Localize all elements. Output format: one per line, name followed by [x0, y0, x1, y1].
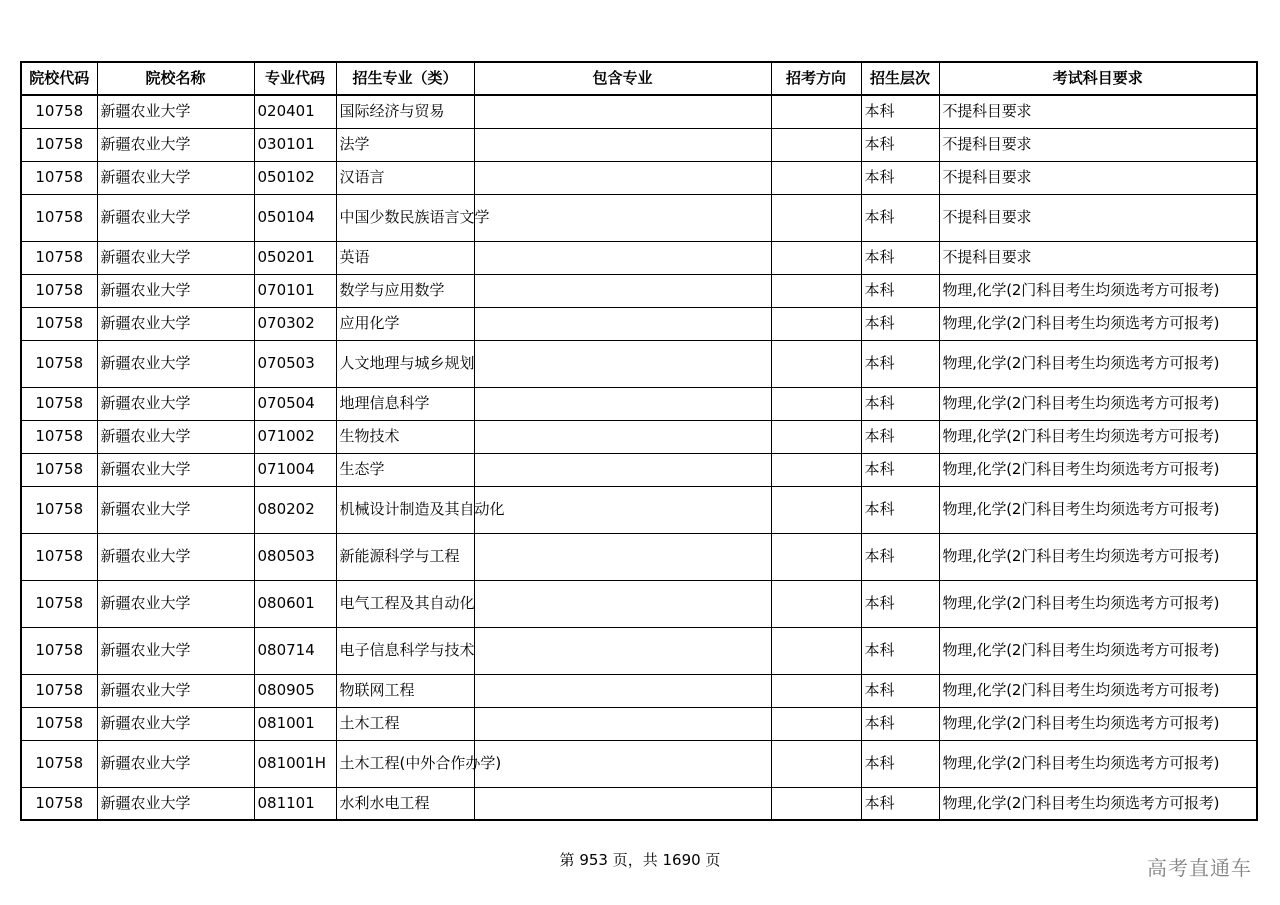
school-code-cell: 10758: [21, 486, 97, 533]
table-row: [21, 128, 1257, 161]
subjects-cell: 物理,化学(2门科目考生均须选考方可报考): [939, 707, 1257, 740]
subjects-cell: 物理,化学(2门科目考生均须选考方可报考): [939, 674, 1257, 707]
includes-cell: [474, 627, 771, 674]
major-code-cell: 070503: [254, 340, 336, 387]
header-direction: 招考方向: [771, 62, 861, 95]
school-code-cell: 10758: [21, 194, 97, 241]
subjects-cell: 不提科目要求: [939, 95, 1257, 128]
school-code-cell: 10758: [21, 453, 97, 486]
direction-cell: [771, 740, 861, 787]
table-row: [21, 486, 1257, 533]
subjects-cell: 物理,化学(2门科目考生均须选考方可报考): [939, 307, 1257, 340]
includes-cell: [474, 307, 771, 340]
table-row: [21, 241, 1257, 274]
level-cell: 本科: [861, 486, 939, 533]
school-code-cell: 10758: [21, 340, 97, 387]
level-cell: 本科: [861, 707, 939, 740]
header-school-name: 院校名称: [97, 62, 254, 95]
header-includes: 包含专业: [474, 62, 771, 95]
major-code-cell: 080503: [254, 533, 336, 580]
direction-cell: [771, 707, 861, 740]
major-code-cell: 050201: [254, 241, 336, 274]
major-name-cell: 机械设计制造及其自动化: [336, 486, 474, 533]
table-row: [21, 95, 1257, 128]
school-code-cell: 10758: [21, 787, 97, 820]
major-code-cell: 080905: [254, 674, 336, 707]
school-code-cell: 10758: [21, 307, 97, 340]
school-code-cell: 10758: [21, 420, 97, 453]
major-name-cell: 法学: [336, 128, 474, 161]
table-body: [21, 95, 1257, 820]
major-code-cell: 030101: [254, 128, 336, 161]
includes-cell: [474, 533, 771, 580]
major-code-cell: 050102: [254, 161, 336, 194]
subjects-cell: 不提科目要求: [939, 161, 1257, 194]
table-header: [21, 62, 1257, 95]
subjects-cell: 物理,化学(2门科目考生均须选考方可报考): [939, 533, 1257, 580]
direction-cell: [771, 627, 861, 674]
subjects-cell: 物理,化学(2门科目考生均须选考方可报考): [939, 627, 1257, 674]
major-name-cell: 物联网工程: [336, 674, 474, 707]
major-code-cell: 081001H: [254, 740, 336, 787]
direction-cell: [771, 674, 861, 707]
major-name-cell: 人文地理与城乡规划: [336, 340, 474, 387]
major-name-cell: 应用化学: [336, 307, 474, 340]
major-code-cell: 071002: [254, 420, 336, 453]
school-code-cell: 10758: [21, 707, 97, 740]
major-name-cell: 水利水电工程: [336, 787, 474, 820]
subjects-cell: 不提科目要求: [939, 194, 1257, 241]
header-subjects: 考试科目要求: [939, 62, 1257, 95]
includes-cell: [474, 453, 771, 486]
direction-cell: [771, 387, 861, 420]
subjects-cell: 物理,化学(2门科目考生均须选考方可报考): [939, 420, 1257, 453]
major-code-cell: 071004: [254, 453, 336, 486]
subjects-cell: 物理,化学(2门科目考生均须选考方可报考): [939, 387, 1257, 420]
school-code-cell: 10758: [21, 674, 97, 707]
table-row: [21, 387, 1257, 420]
level-cell: 本科: [861, 387, 939, 420]
level-cell: 本科: [861, 274, 939, 307]
level-cell: 本科: [861, 420, 939, 453]
subjects-cell: 物理,化学(2门科目考生均须选考方可报考): [939, 274, 1257, 307]
school-code-cell: 10758: [21, 387, 97, 420]
includes-cell: [474, 580, 771, 627]
level-cell: 本科: [861, 95, 939, 128]
header-row: [21, 62, 1257, 95]
subjects-cell: 物理,化学(2门科目考生均须选考方可报考): [939, 340, 1257, 387]
direction-cell: [771, 194, 861, 241]
table-row: [21, 627, 1257, 674]
level-cell: 本科: [861, 674, 939, 707]
table-row: [21, 707, 1257, 740]
school-name-cell: 新疆农业大学: [97, 486, 254, 533]
includes-cell: [474, 95, 771, 128]
major-name-cell: 电气工程及其自动化: [336, 580, 474, 627]
level-cell: 本科: [861, 340, 939, 387]
major-code-cell: 081101: [254, 787, 336, 820]
school-name-cell: 新疆农业大学: [97, 241, 254, 274]
school-name-cell: 新疆农业大学: [97, 387, 254, 420]
major-name-cell: 电子信息科学与技术: [336, 627, 474, 674]
subjects-cell: 不提科目要求: [939, 128, 1257, 161]
table-row: [21, 161, 1257, 194]
subjects-cell: 物理,化学(2门科目考生均须选考方可报考): [939, 486, 1257, 533]
table-row: [21, 580, 1257, 627]
direction-cell: [771, 161, 861, 194]
school-name-cell: 新疆农业大学: [97, 674, 254, 707]
includes-cell: [474, 161, 771, 194]
major-name-cell: 数学与应用数学: [336, 274, 474, 307]
major-code-cell: 081001: [254, 707, 336, 740]
school-name-cell: 新疆农业大学: [97, 533, 254, 580]
school-code-cell: 10758: [21, 274, 97, 307]
level-cell: 本科: [861, 241, 939, 274]
direction-cell: [771, 95, 861, 128]
major-name-cell: 新能源科学与工程: [336, 533, 474, 580]
subjects-cell: 不提科目要求: [939, 241, 1257, 274]
includes-cell: [474, 674, 771, 707]
table-row: [21, 340, 1257, 387]
includes-cell: [474, 241, 771, 274]
level-cell: 本科: [861, 627, 939, 674]
includes-cell: [474, 194, 771, 241]
level-cell: 本科: [861, 787, 939, 820]
direction-cell: [771, 340, 861, 387]
school-code-cell: 10758: [21, 128, 97, 161]
includes-cell: [474, 387, 771, 420]
includes-cell: [474, 274, 771, 307]
direction-cell: [771, 533, 861, 580]
direction-cell: [771, 420, 861, 453]
direction-cell: [771, 241, 861, 274]
major-name-cell: 生态学: [336, 453, 474, 486]
major-code-cell: 080601: [254, 580, 336, 627]
school-name-cell: 新疆农业大学: [97, 580, 254, 627]
level-cell: 本科: [861, 194, 939, 241]
level-cell: 本科: [861, 580, 939, 627]
subjects-cell: 物理,化学(2门科目考生均须选考方可报考): [939, 453, 1257, 486]
school-name-cell: 新疆农业大学: [97, 95, 254, 128]
major-code-cell: 080714: [254, 627, 336, 674]
header-major-name: 招生专业（类）: [336, 62, 474, 95]
watermark: 高考直通车: [1147, 856, 1252, 880]
table-row: [21, 533, 1257, 580]
major-name-cell: 生物技术: [336, 420, 474, 453]
direction-cell: [771, 274, 861, 307]
table-row: [21, 307, 1257, 340]
major-name-cell: 汉语言: [336, 161, 474, 194]
school-code-cell: 10758: [21, 580, 97, 627]
school-name-cell: 新疆农业大学: [97, 740, 254, 787]
major-code-cell: 050104: [254, 194, 336, 241]
school-code-cell: 10758: [21, 161, 97, 194]
table-row: [21, 194, 1257, 241]
table-row: [21, 787, 1257, 820]
school-name-cell: 新疆农业大学: [97, 707, 254, 740]
subjects-cell: 物理,化学(2门科目考生均须选考方可报考): [939, 787, 1257, 820]
level-cell: 本科: [861, 453, 939, 486]
table-row: [21, 740, 1257, 787]
school-code-cell: 10758: [21, 533, 97, 580]
major-name-cell: 土木工程: [336, 707, 474, 740]
level-cell: 本科: [861, 307, 939, 340]
header-school-code: 院校代码: [21, 62, 97, 95]
includes-cell: [474, 420, 771, 453]
subjects-cell: 物理,化学(2门科目考生均须选考方可报考): [939, 740, 1257, 787]
school-name-cell: 新疆农业大学: [97, 161, 254, 194]
school-name-cell: 新疆农业大学: [97, 274, 254, 307]
table-row: [21, 453, 1257, 486]
includes-cell: [474, 128, 771, 161]
includes-cell: [474, 486, 771, 533]
direction-cell: [771, 453, 861, 486]
major-code-cell: 080202: [254, 486, 336, 533]
school-code-cell: 10758: [21, 627, 97, 674]
school-name-cell: 新疆农业大学: [97, 128, 254, 161]
major-name-cell: 中国少数民族语言文学: [336, 194, 474, 241]
direction-cell: [771, 580, 861, 627]
table-row: [21, 674, 1257, 707]
school-code-cell: 10758: [21, 241, 97, 274]
school-name-cell: 新疆农业大学: [97, 194, 254, 241]
major-name-cell: 英语: [336, 241, 474, 274]
major-code-cell: 020401: [254, 95, 336, 128]
school-name-cell: 新疆农业大学: [97, 307, 254, 340]
major-code-cell: 070302: [254, 307, 336, 340]
header-level: 招生层次: [861, 62, 939, 95]
level-cell: 本科: [861, 740, 939, 787]
admissions-table: [20, 61, 1258, 821]
subjects-cell: 物理,化学(2门科目考生均须选考方可报考): [939, 580, 1257, 627]
includes-cell: [474, 787, 771, 820]
includes-cell: [474, 740, 771, 787]
major-name-cell: 国际经济与贸易: [336, 95, 474, 128]
direction-cell: [771, 787, 861, 820]
table-row: [21, 420, 1257, 453]
school-code-cell: 10758: [21, 95, 97, 128]
major-code-cell: 070504: [254, 387, 336, 420]
direction-cell: [771, 307, 861, 340]
direction-cell: [771, 128, 861, 161]
level-cell: 本科: [861, 533, 939, 580]
school-name-cell: 新疆农业大学: [97, 787, 254, 820]
major-name-cell: 地理信息科学: [336, 387, 474, 420]
header-major-code: 专业代码: [254, 62, 336, 95]
major-name-cell: 土木工程(中外合作办学): [336, 740, 474, 787]
school-name-cell: 新疆农业大学: [97, 453, 254, 486]
table-row: [21, 274, 1257, 307]
major-code-cell: 070101: [254, 274, 336, 307]
includes-cell: [474, 340, 771, 387]
direction-cell: [771, 486, 861, 533]
level-cell: 本科: [861, 128, 939, 161]
school-name-cell: 新疆农业大学: [97, 627, 254, 674]
school-name-cell: 新疆农业大学: [97, 420, 254, 453]
level-cell: 本科: [861, 161, 939, 194]
school-code-cell: 10758: [21, 740, 97, 787]
includes-cell: [474, 707, 771, 740]
page-number: 第 953 页，共 1690 页: [559, 851, 721, 869]
school-name-cell: 新疆农业大学: [97, 340, 254, 387]
